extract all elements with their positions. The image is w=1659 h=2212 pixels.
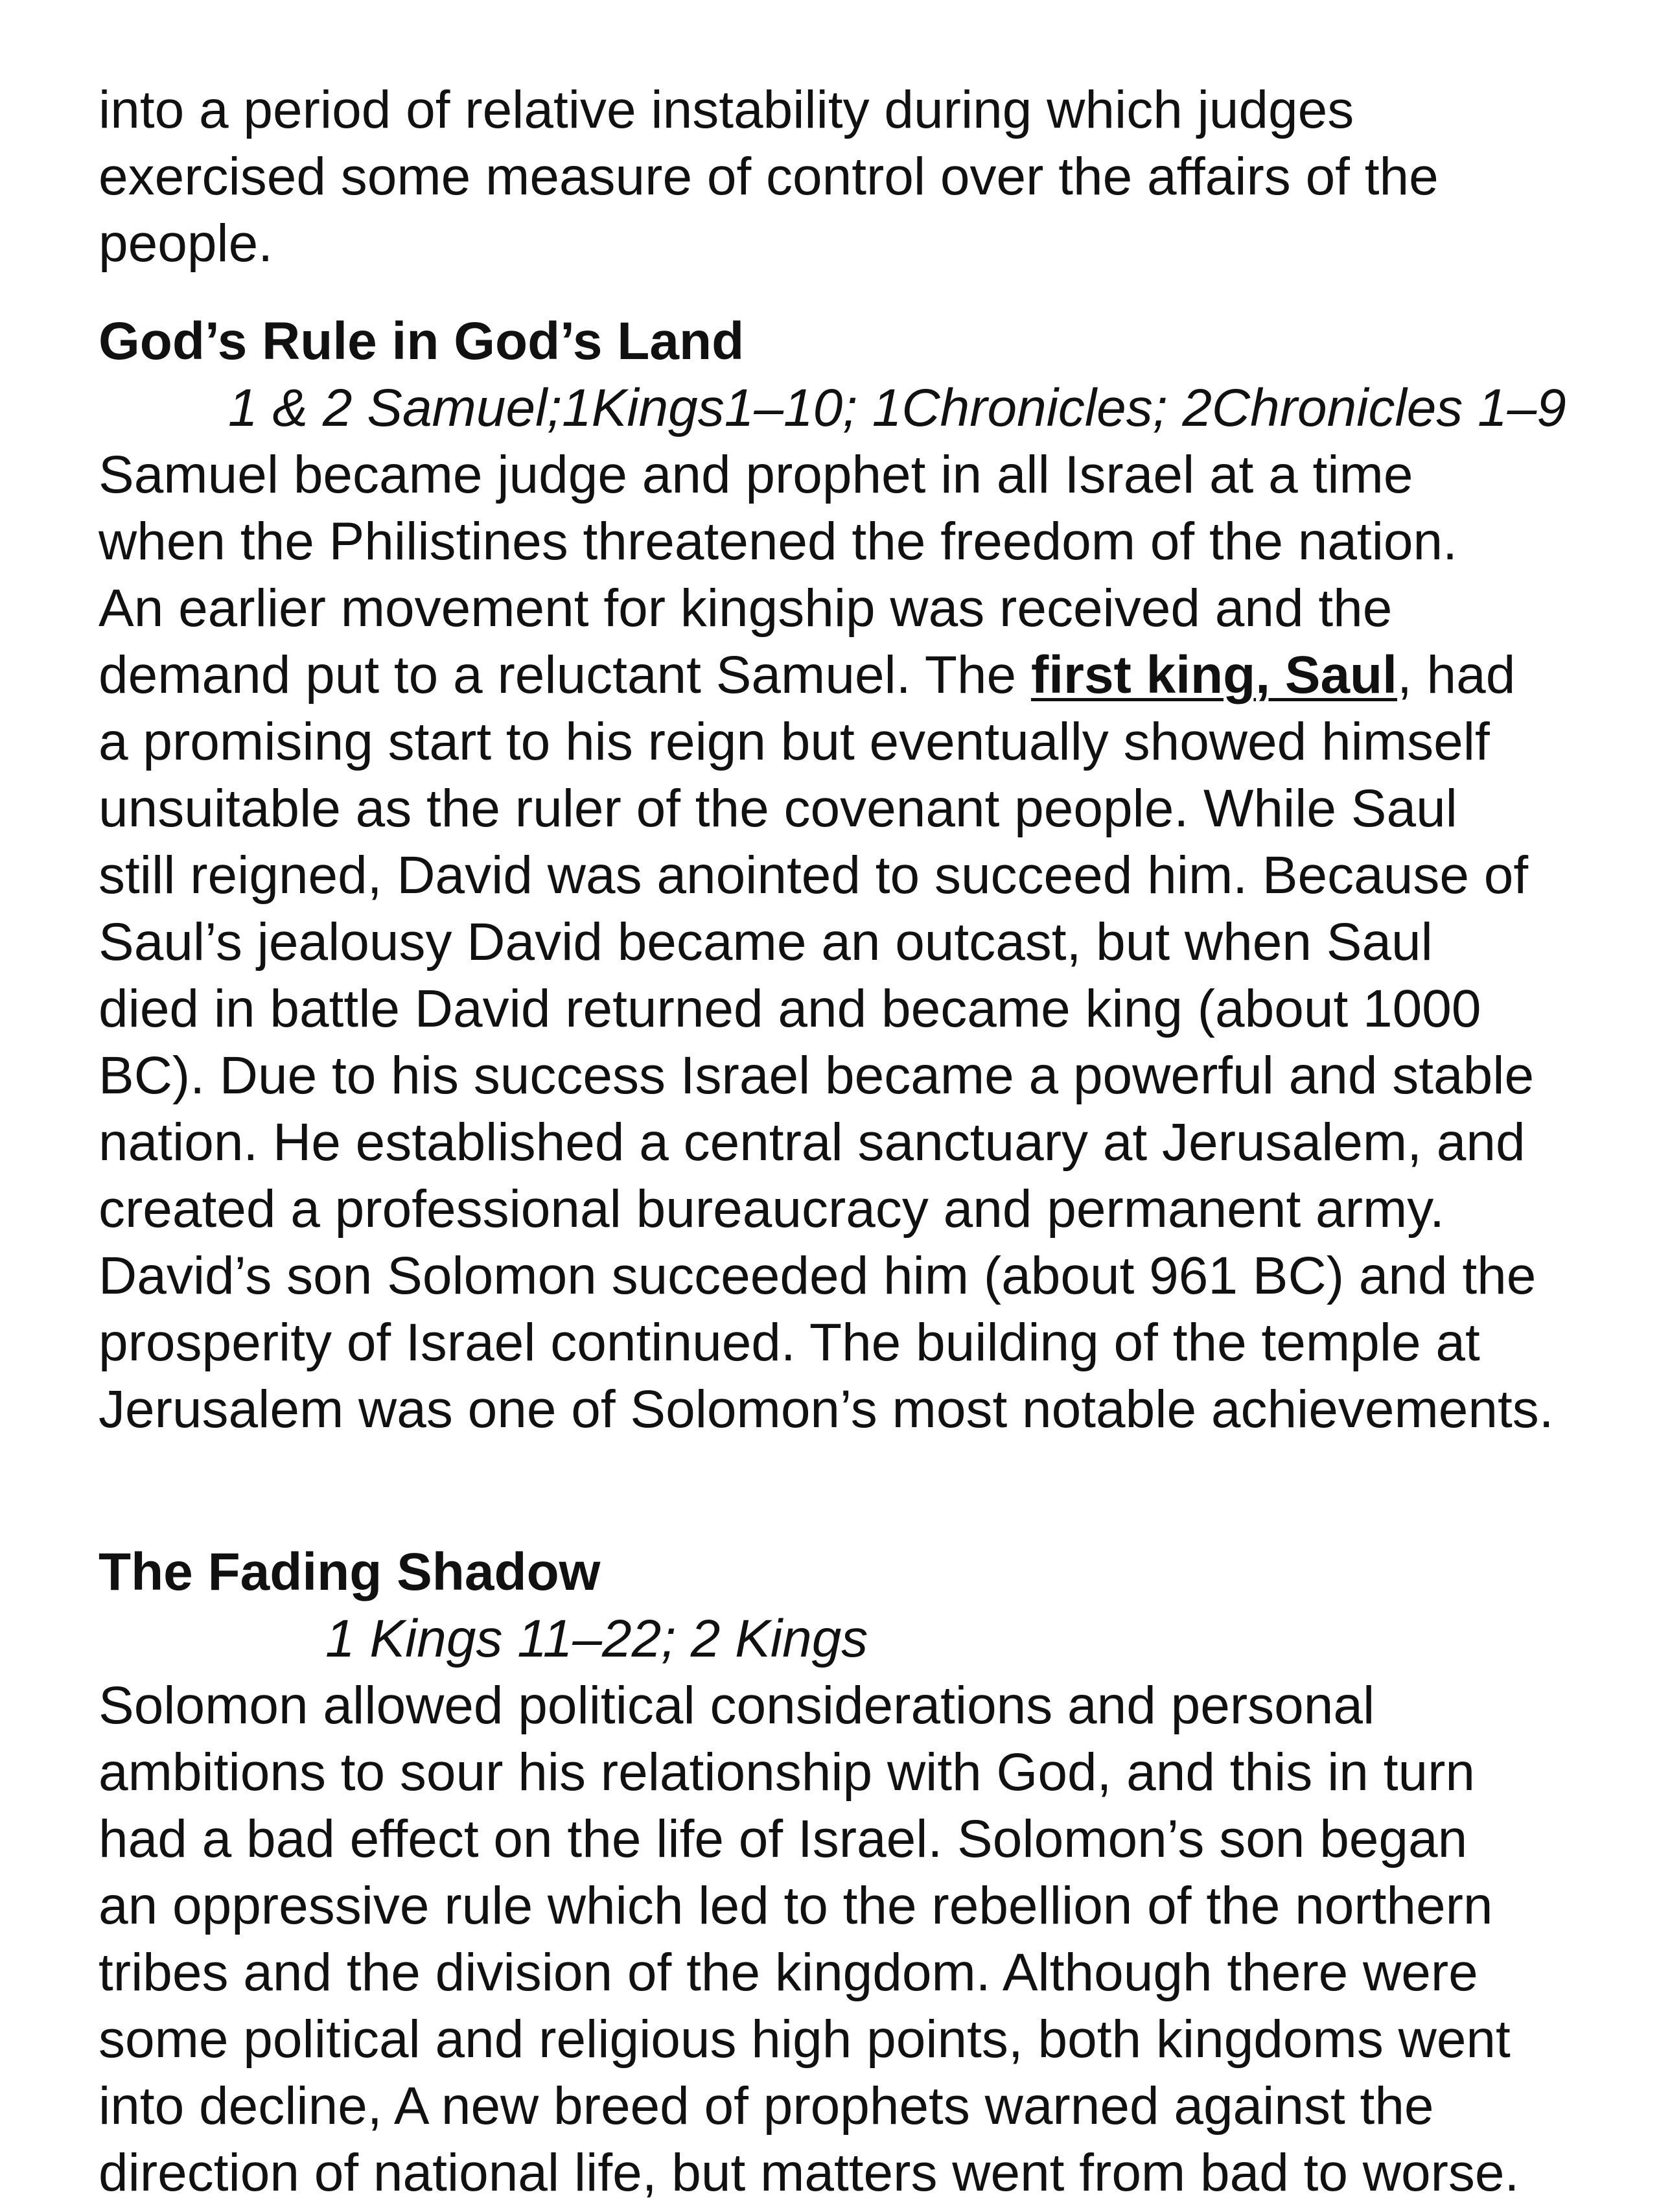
body-line: David’s son Solomon succeeded him (about 961 BC) and the	[99, 1246, 1537, 1305]
section-gods-rule	[99, 308, 1641, 1443]
body-line: ambitions to sour his relationship with God, and this in turn	[99, 1743, 1475, 1802]
body-text: demand put to a reluctant Samuel. The	[99, 646, 1031, 704]
body-line: a promising start to his reign but eventually showed himself	[99, 712, 1490, 771]
document-page	[99, 76, 1641, 2206]
body-line: into decline, A new breed of prophets warned against the	[99, 2077, 1434, 2136]
scripture-references: 1 Kings 11–22; 2 Kings	[325, 1609, 868, 1668]
body-line: unsuitable as the ruler of the covenant people. While Saul	[99, 779, 1457, 838]
body-line: direction of national life, but matters went from bad to worse.	[99, 2143, 1520, 2202]
body-line: created a professional bureaucracy and permanent army.	[99, 1180, 1444, 1239]
body-line: when the Philistines threatened the freedom of the nation.	[99, 512, 1457, 571]
body-line: tribes and the division of the kingdom. Although there were	[99, 1943, 1478, 2002]
spacer	[99, 1443, 1641, 1539]
intro-line: exercised some measure of control over the affairs of the	[99, 147, 1439, 206]
body-line: An earlier movement for kingship was received and the	[99, 579, 1393, 638]
body-line: died in battle David returned and became king (about 1000	[99, 979, 1481, 1038]
intro-line: people.	[99, 214, 273, 273]
body-line: Solomon allowed political considerations and personal	[99, 1676, 1375, 1735]
body-line: some political and religious high points, both kingdoms went	[99, 2010, 1511, 2069]
section-heading: God’s Rule in God’s Land	[99, 312, 745, 371]
section-heading: The Fading Shadow	[99, 1543, 601, 1601]
body-line: an oppressive rule which led to the rebellion of the northern	[99, 1876, 1493, 1935]
scripture-references: 1 & 2 Samuel;1Kings1–10; 1Chronicles; 2Chronicles 1–9	[228, 378, 1566, 437]
body-line: Saul’s jealousy David became an outcast, but when Saul	[99, 913, 1433, 972]
body-text: , had	[1397, 646, 1516, 704]
section-fading-shadow	[99, 1539, 1641, 2206]
body-line: Jerusalem was one of Solomon’s most notable achievements.	[99, 1380, 1554, 1439]
body-line: Samuel became judge and prophet in all Israel at a time	[99, 445, 1413, 504]
body-line: BC). Due to his success Israel became a powerful and stable	[99, 1046, 1535, 1105]
body-line: still reigned, David was anointed to succeed him. Because of	[99, 846, 1529, 905]
body-line	[99, 642, 1641, 708]
body-line: prosperity of Israel continued. The building of the temple at	[99, 1313, 1480, 1372]
body-line: had a bad effect on the life of Israel. Solomon’s son began	[99, 1810, 1468, 1869]
intro-line: into a period of relative instability during which judges	[99, 80, 1354, 139]
body-line: nation. He established a central sanctuary at Jerusalem, and	[99, 1113, 1526, 1172]
emphasis-first-king: first king, Saul	[1030, 646, 1397, 704]
spacer	[99, 277, 1641, 308]
intro-paragraph	[99, 76, 1641, 277]
